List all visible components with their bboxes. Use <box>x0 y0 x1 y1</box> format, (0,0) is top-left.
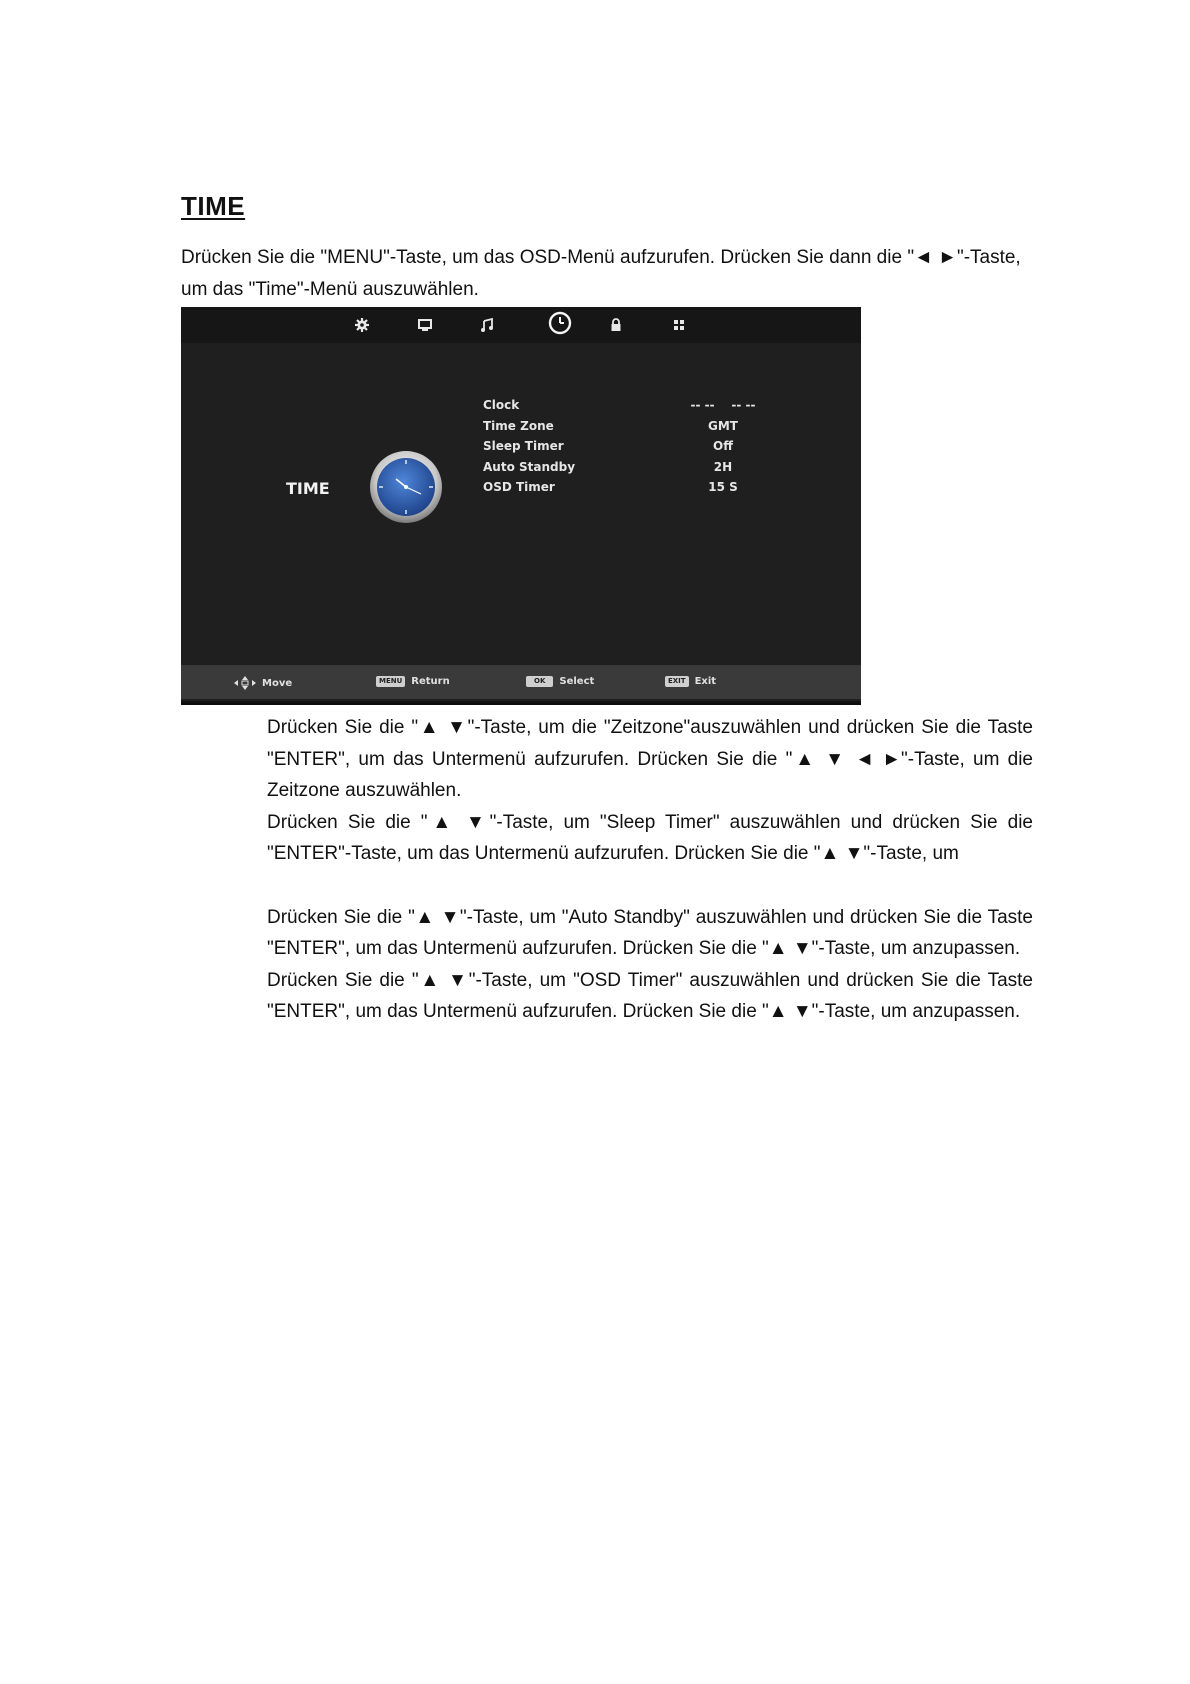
move-arrows-icon <box>234 676 256 690</box>
intro-line-2: um das "Time"-Menü auszuwählen. <box>181 279 479 300</box>
osd-item-sleep-timer[interactable] <box>483 439 773 460</box>
osd-item-value: -- -- -- -- <box>690 398 756 412</box>
instruction-sleep-timer: Drücken Sie die "▲ ▼"-Taste, um "Sleep Timer" auszuwählen und drücken Sie die "ENTER"-Taste, um das Untermenü aufzurufen. Drücken Sie die "▲ ▼"-Taste, um <box>267 811 1033 865</box>
page-title: TIME <box>181 191 246 221</box>
osd-item-clock[interactable] <box>483 398 773 419</box>
osd-menu-screenshot <box>181 307 861 705</box>
osd-item-label: OSD Timer <box>483 480 555 494</box>
gear-icon <box>353 316 371 334</box>
osd-section-label: TIME <box>286 479 330 498</box>
osd-item-label: Sleep Timer <box>483 439 564 453</box>
screenshot-divider <box>181 701 861 703</box>
hint-select-label: Select <box>559 676 595 687</box>
clock-icon <box>548 311 572 335</box>
hint-return-label: Return <box>411 676 450 687</box>
instruction-osd-timer: Drücken Sie die "▲ ▼"-Taste, um "OSD Timer" auszuwählen und drücken Sie die Taste "ENTER", um das Untermenü aufzurufen. Drücken Sie die "▲ ▼"-Taste, um anzupassen. <box>267 969 1033 1023</box>
instruction-time-zone: Drücken Sie die "▲ ▼"-Taste, um die "Zeitzone"auszuwählen und drücken Sie die Taste "ENTER", um das Untermenü aufzurufen. Drücken Sie die "▲ ▼ ◄ ►"-Taste, um die Zeitzone auszuwählen. <box>267 717 1033 802</box>
monitor-icon <box>416 316 434 334</box>
osd-item-auto-standby[interactable] <box>483 460 773 481</box>
hint-return <box>376 676 450 687</box>
intro-text <box>181 242 1033 306</box>
lock-icon <box>607 316 625 334</box>
osd-item-label: Time Zone <box>483 418 554 433</box>
hint-exit <box>665 676 716 687</box>
music-note-icon <box>478 316 496 334</box>
hint-move <box>234 676 292 690</box>
hint-move-label: Move <box>262 677 293 689</box>
osd-hint-bar <box>181 665 861 699</box>
osd-time-settings-list <box>483 398 773 501</box>
osd-item-value: Off <box>713 439 733 453</box>
intro-line-1: Drücken Sie die "MENU"-Taste, um das OSD-Menü aufzurufen. Drücken Sie dann die "◄ ►"-Taste, <box>181 247 1021 268</box>
hint-select <box>526 676 594 687</box>
ok-key-badge: OK <box>526 676 553 687</box>
menu-key-badge: MENU <box>376 676 405 687</box>
osd-item-time-zone[interactable] <box>483 419 773 440</box>
osd-item-value: GMT <box>708 418 738 433</box>
instruction-auto-standby: Drücken Sie die "▲ ▼"-Taste, um "Auto Standby" auszuwählen und drücken Sie die Taste "ENTER", um das Untermenü aufzurufen. Drücken Sie die "▲ ▼"-Taste, um anzupassen. <box>267 906 1033 960</box>
osd-item-label: Auto Standby <box>483 459 576 474</box>
osd-item-value: 2H <box>713 459 733 474</box>
osd-top-icon-bar <box>181 307 861 343</box>
osd-item-value: 15 S <box>708 480 738 494</box>
clock-face-icon <box>369 450 443 524</box>
osd-item-label: Clock <box>483 398 520 412</box>
grid-icon <box>670 316 688 334</box>
osd-item-osd-timer[interactable] <box>483 480 773 501</box>
instructions <box>267 712 1033 1028</box>
hint-exit-label: Exit <box>694 676 717 687</box>
exit-key-badge: EXIT <box>665 676 689 687</box>
